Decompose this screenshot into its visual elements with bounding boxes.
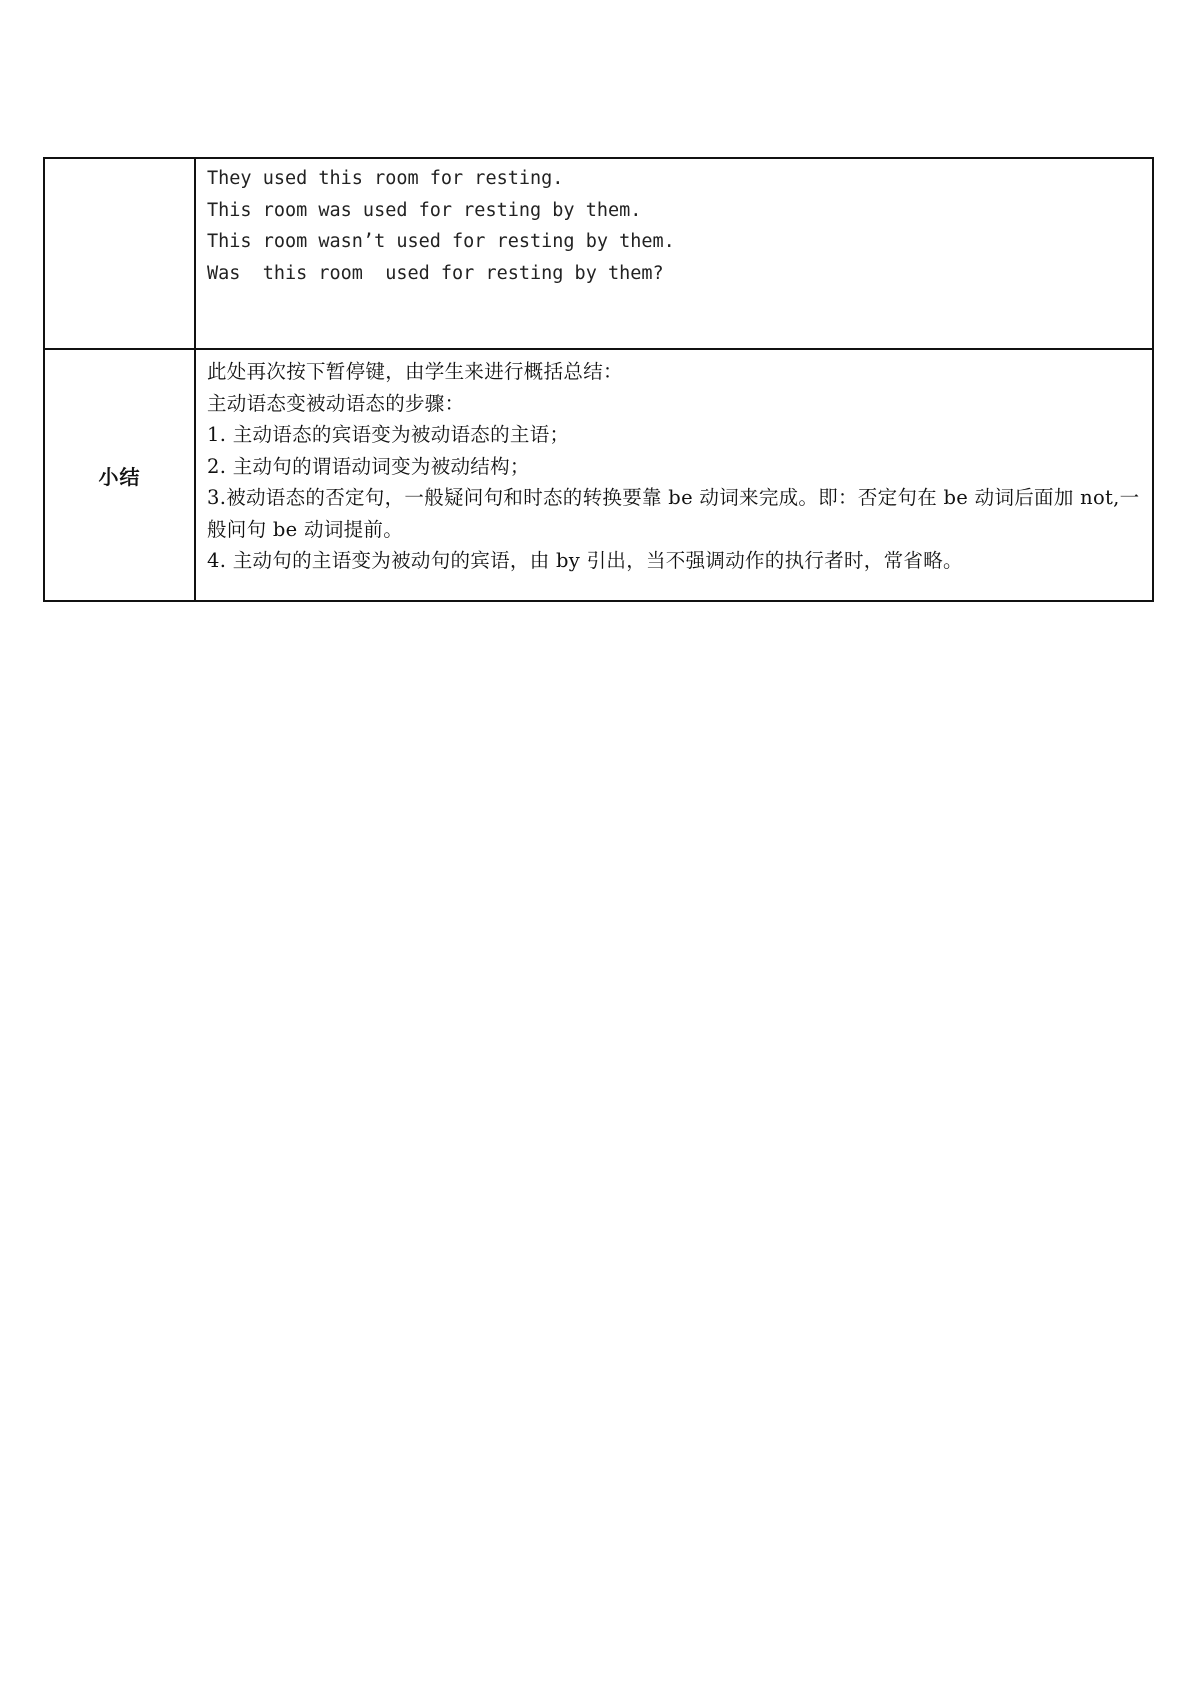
table-row [44, 158, 1153, 349]
example-line: This room was used for resting by them. [207, 199, 642, 221]
example-line: This room wasn’t used for resting by them. [207, 231, 675, 252]
summary-content [195, 349, 1153, 601]
example-line: They used this room for resting. [207, 168, 564, 189]
summary-line: 此处再次按下暂停键，由学生来进行概括总结： [207, 360, 623, 383]
summary-line: 1. 主动语态的宾语变为被动语态的主语； [207, 423, 570, 446]
lesson-table [43, 157, 1154, 602]
summary-line: 主动语态变被动语态的步骤： [207, 391, 465, 415]
summary-line: 4. 主动句的主语变为被动句的宾语，由 by 引出，当不强调动作的执行者时，常省略。 [207, 549, 963, 572]
summary-line: 3.被动语态的否定句，一般疑问句和时态的转换要靠 be 动词来完成。即：否定句在 be 动词后面加 not,一般问句 be 动词提前。 [207, 486, 1140, 541]
summary-label: 小结 [44, 349, 195, 601]
summary-line: 2. 主动句的谓语动词变为被动结构； [207, 454, 530, 478]
table-row [44, 349, 1153, 601]
example-sentences [195, 158, 1153, 349]
row-label [44, 158, 195, 349]
example-line: Was this room used for resting by them? [207, 262, 664, 284]
